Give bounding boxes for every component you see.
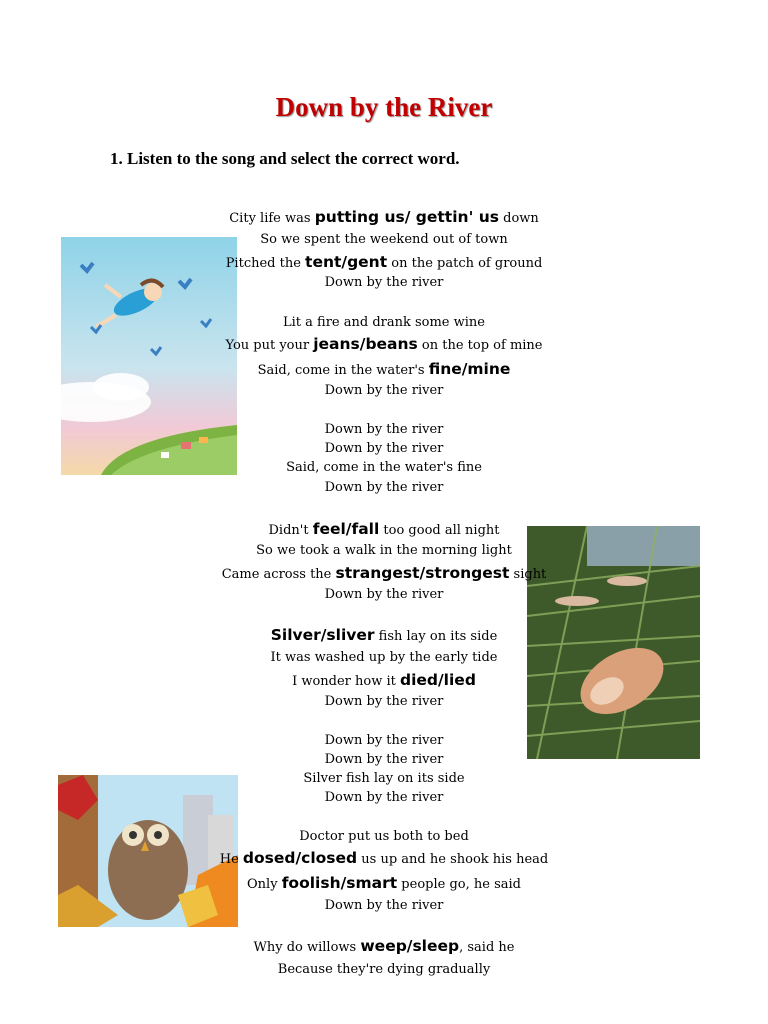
lyric-text: Down by the river [324, 733, 444, 748]
lyric-line [184, 896, 584, 915]
lyric-line [184, 458, 584, 477]
lyric-text: So we took a walk in the morning light [256, 543, 512, 558]
lyric-line [184, 626, 584, 646]
lyric-text: Down by the river [324, 383, 444, 398]
lyric-line [184, 671, 584, 691]
lyric-line [184, 827, 584, 846]
lyric-text: people go, he said [397, 877, 521, 892]
lyric-text: I wonder how it [292, 674, 400, 689]
lyric-line [184, 273, 584, 292]
lyric-line [184, 478, 584, 497]
lyric-text: Down by the river [324, 441, 444, 456]
lyric-text: Why do willows [253, 940, 361, 955]
lyric-line [184, 381, 584, 400]
lyric-text: , said he [459, 940, 515, 955]
lyric-text: Because they're dying gradually [277, 962, 491, 977]
lyric-text: Said, come in the water's fine [286, 460, 482, 475]
lyric-text: Down by the river [324, 752, 444, 767]
lyric-line [184, 420, 584, 439]
lyric-text: So we spent the weekend out of town [260, 232, 508, 247]
word-choice[interactable]: jeans/beans [313, 335, 418, 353]
lyric-text: He [219, 852, 243, 867]
lyric-line [184, 439, 584, 458]
lyric-line [184, 541, 584, 560]
lyric-text: sight [509, 567, 547, 582]
lyric-text: Came across the [221, 567, 336, 582]
page-title: Down by the River [275, 92, 493, 122]
lyric-line [184, 313, 584, 332]
word-choice[interactable]: putting us/ gettin' us [314, 208, 499, 226]
word-choice[interactable]: foolish/smart [281, 874, 398, 892]
lyric-line [184, 731, 584, 750]
lyric-line [184, 788, 584, 807]
lyric-line [184, 769, 584, 788]
lyric-text: Didn't [268, 523, 313, 538]
lyric-line [184, 937, 584, 957]
instruction-text: 1. Listen to the song and select the correct word. [110, 149, 460, 168]
word-choice[interactable]: died/lied [400, 671, 476, 689]
lyric-text: Down by the river [324, 694, 444, 709]
lyric-text: Down by the river [324, 275, 444, 290]
word-choice[interactable]: tent/gent [305, 253, 388, 271]
lyric-text: Down by the river [324, 422, 444, 437]
word-choice[interactable]: Silver/sliver [270, 626, 375, 644]
lyric-text: Down by the river [324, 480, 444, 495]
lyric-text: us up and he shook his head [357, 852, 549, 867]
lyric-text: City life was [229, 211, 315, 226]
lyric-line [184, 253, 584, 273]
word-choice[interactable]: strangest/strongest [335, 564, 510, 582]
lyric-line [184, 208, 584, 228]
lyric-text: Down by the river [324, 587, 444, 602]
lyric-text: Said, come in the water's [257, 363, 429, 378]
lyric-text: You put your [225, 338, 314, 353]
lyric-line [184, 564, 584, 584]
lyric-line [184, 360, 584, 380]
lyric-line [184, 585, 584, 604]
lyric-text: down [498, 211, 539, 226]
lyric-line [184, 874, 584, 894]
lyric-line [184, 520, 584, 540]
lyric-line [184, 692, 584, 711]
lyric-text: Doctor put us both to bed [299, 829, 469, 844]
lyric-line [184, 960, 584, 979]
lyric-text: Pitched the [225, 256, 306, 271]
lyric-text: too good all night [379, 523, 500, 538]
lyric-text: on the patch of ground [387, 256, 543, 271]
lyric-line [184, 849, 584, 869]
lyric-text: It was washed up by the early tide [270, 650, 498, 665]
lyric-line [184, 648, 584, 667]
lyric-line [184, 750, 584, 769]
lyric-text: Silver fish lay on its side [303, 771, 465, 786]
word-choice[interactable]: dosed/closed [242, 849, 358, 867]
lyric-text: Lit a fire and drank some wine [283, 315, 485, 330]
word-choice[interactable]: fine/mine [428, 360, 511, 378]
lyric-text: Only [247, 877, 282, 892]
lyric-text: Down by the river [324, 790, 444, 805]
lyric-text: fish lay on its side [374, 629, 498, 644]
lyric-line [184, 335, 584, 355]
lyric-text: on the top of mine [417, 338, 543, 353]
lyric-line [184, 230, 584, 249]
word-choice[interactable]: weep/sleep [360, 937, 460, 955]
word-choice[interactable]: feel/fall [312, 520, 380, 538]
lyric-text: Down by the river [324, 898, 444, 913]
